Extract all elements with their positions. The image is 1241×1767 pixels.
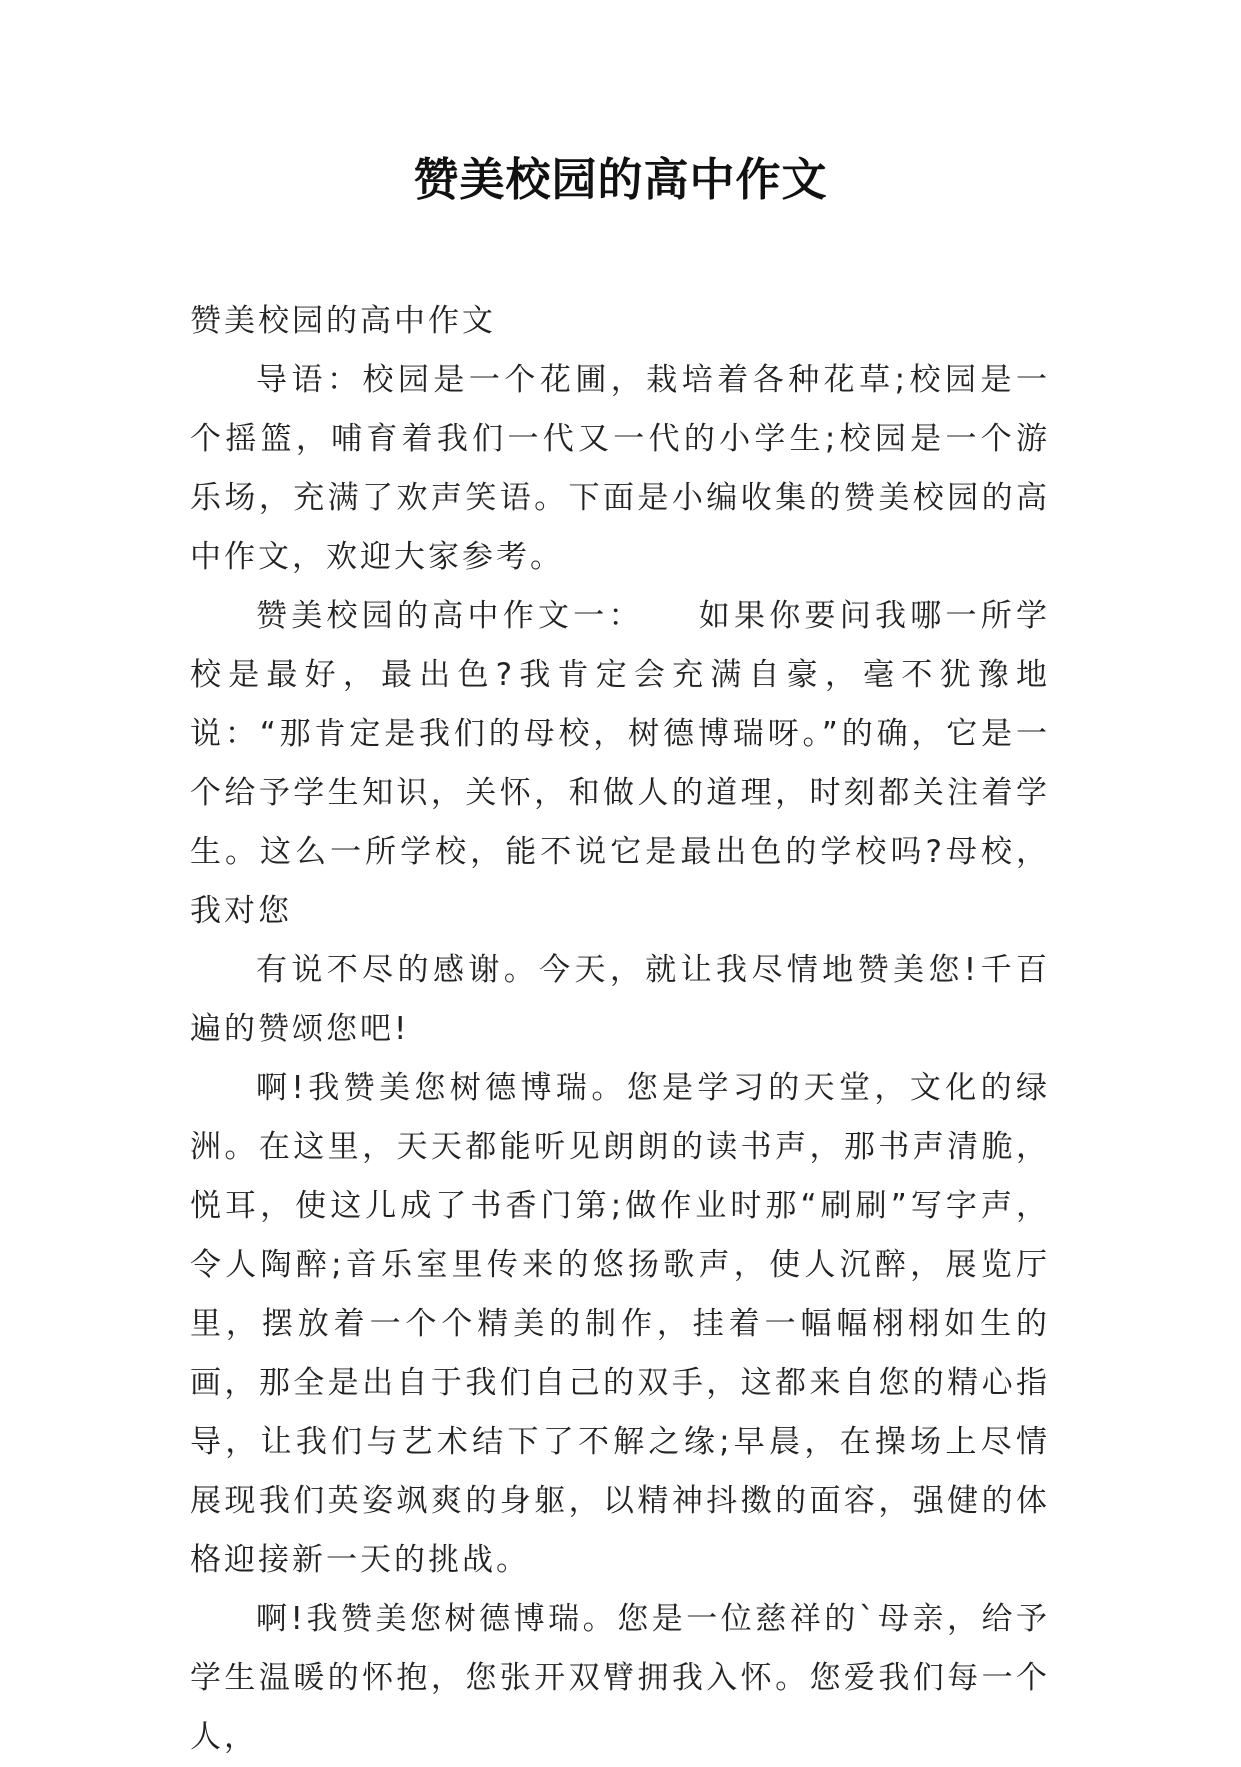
paragraph: 导语：校园是一个花圃，栽培着各种花草;校园是一个摇篮，哺育着我们一代又一代的小学生;校园是一个游乐场，充满了欢声笑语。下面是小编收集的赞美校园的高中作文，欢迎大家参考。 [190, 362, 1050, 575]
paragraph: 赞美校园的高中作文一： 如果你要问我哪一所学校是最好，最出色?我肯定会充满自豪，毫不犹豫地说：“那肯定是我们的母校，树德博瑞呀。”的确，它是一个给予学生知识，关怀，和做人的道理，时刻都关注着学生。这么一所学校，能不说它是最出色的学校吗?母校，我对您 [190, 598, 1050, 929]
paragraph: 赞美校园的高中作文 [190, 303, 496, 339]
document-title: 赞美校园的高中作文 [413, 153, 828, 206]
paragraph: 有说不尽的感谢。今天，就让我尽情地赞美您!千百遍的赞颂您吧! [190, 952, 1050, 1047]
paragraph: 啊!我赞美您树德博瑞。您是一位慈祥的`母亲，给予学生温暖的怀抱，您张开双臂拥我入怀。您爱我们每一个人， [190, 1601, 1050, 1755]
document-body [190, 292, 1050, 1767]
paragraph: 啊!我赞美您树德博瑞。您是学习的天堂，文化的绿洲。在这里，天天都能听见朗朗的读书声，那书声清脆，悦耳，使这儿成了书香门第;做作业时那“刷刷”写字声，令人陶醉;音乐室里传来的悠扬歌声，使人沉醉，展览厅里，摆放着一个个精美的制作，挂着一幅幅栩栩如生的画，那全是出自于我们自己的双手，这都来自您的精心指导，让我们与艺术结下了不解之缘;早晨，在操场上尽情展现我们英姿飒爽的身躯，以精神抖擞的面容，强健的体格迎接新一天的挑战。 [190, 1070, 1050, 1578]
